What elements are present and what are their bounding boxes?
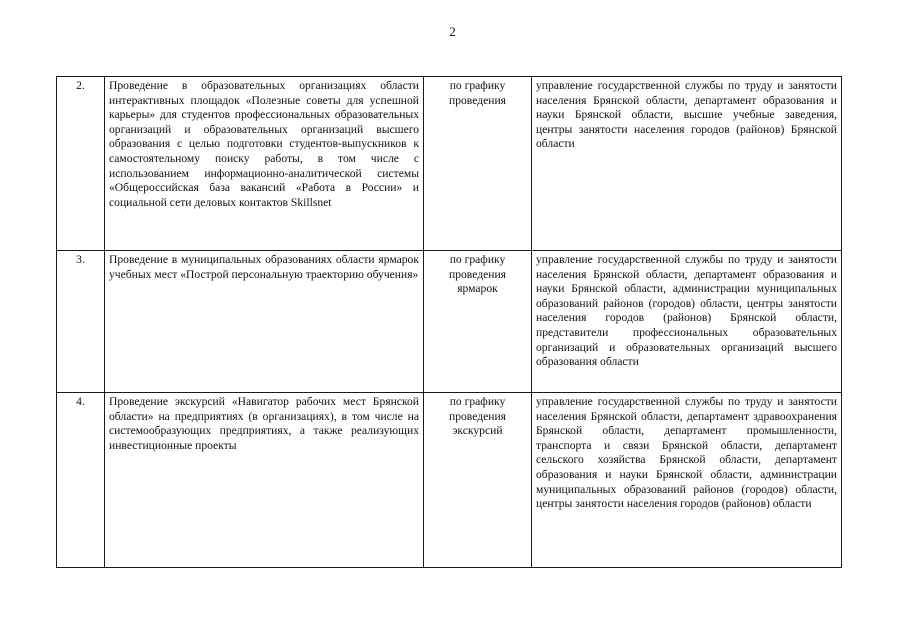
table-row [57, 393, 842, 568]
table-row [57, 77, 842, 251]
responsible-parties: управление государственной службы по труду и занятости населения Брянской области, департамент образования и науки Брянской области, высшие учебные заведения, центры занятости населения городов (районов) Брянской области [532, 77, 842, 251]
event-term: по графику проведения ярмарок [424, 251, 532, 393]
event-description: Проведение в муниципальных образованиях области ярмарок учебных мест «Построй персональную траекторию обучения» [105, 251, 424, 393]
event-description: Проведение в образовательных организациях области интерактивных площадок «Полезные советы для успешной карьеры» для студентов профессиональных образовательных организаций и образовательных организаций высшего образования с целью подготовки студентов-выпускников к самостоятельному поиску работы, в том числе с использованием информационно-аналитической системы «Общероссийская база вакансий «Работа в России» и социальной сети деловых контактов Skillsnet [105, 77, 424, 251]
event-description: Проведение экскурсий «Навигатор рабочих мест Брянской области» на предприятиях (в организациях), в том числе на системообразующих предприятиях, а также реализующих инвестиционные проекты [105, 393, 424, 568]
responsible-parties: управление государственной службы по труду и занятости населения Брянской области, департамент образования и науки Брянской области, администрации муниципальных образований районов (городов) области, центры занятости населения городов (районов) Брянской области, представители профессиональных образовательных организаций и образовательных организаций высшего образования области [532, 251, 842, 393]
measures-table [56, 76, 842, 568]
page-number: 2 [449, 24, 456, 39]
row-number: 2. [57, 77, 105, 251]
event-term: по графику проведения [424, 77, 532, 251]
row-number: 3. [57, 251, 105, 393]
table-row [57, 251, 842, 393]
responsible-parties: управление государственной службы по труду и занятости населения Брянской области, департамент здравоохранения Брянской области, департамент промышленности, транспорта и связи Брянской области, департамент сельского хозяйства Брянской области, департамент образования и науки Брянской области, администрации муниципальных образований районов (городов) области, центры занятости населения городов (районов) области [532, 393, 842, 568]
event-term: по графику проведения экскурсий [424, 393, 532, 568]
row-number: 4. [57, 393, 105, 568]
